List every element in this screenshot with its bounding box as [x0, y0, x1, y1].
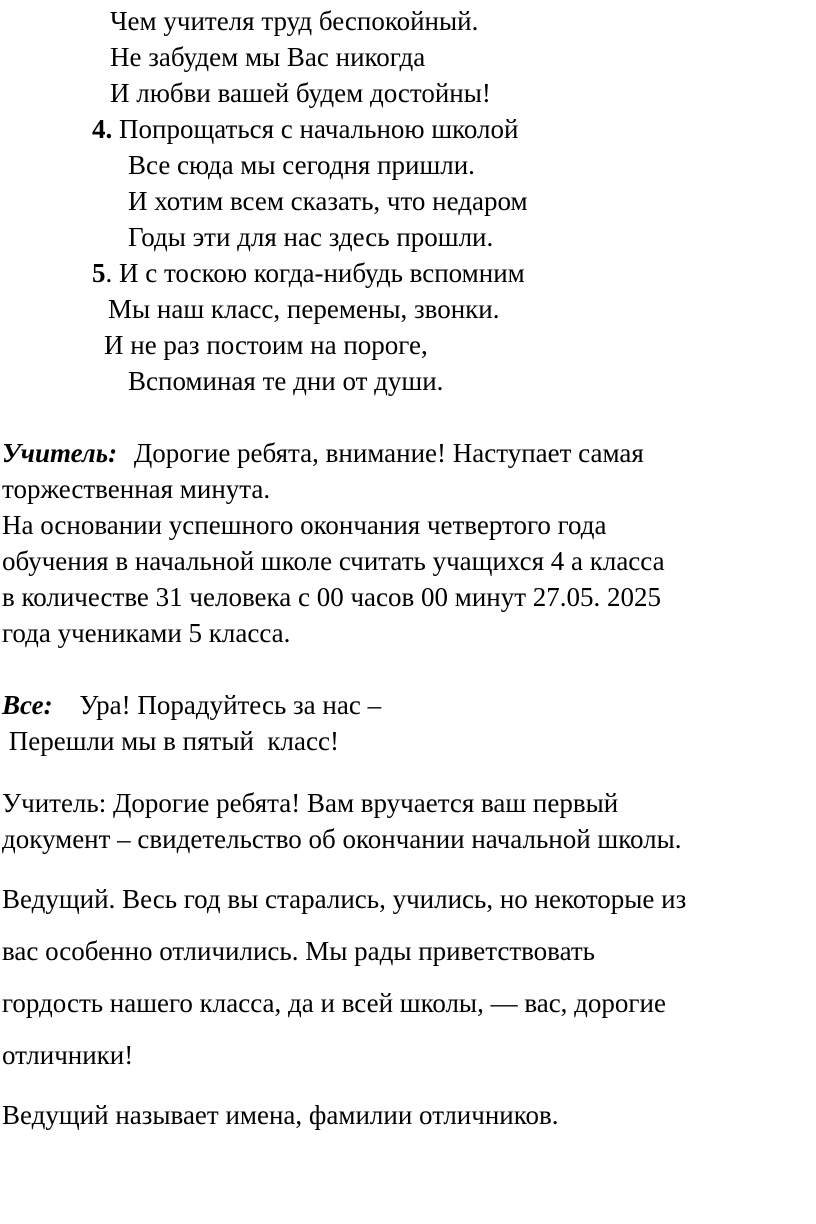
poem-line: И хотим всем сказать, что недаром [128, 186, 528, 216]
poem-line: И любви вашей будем достойны! [110, 78, 491, 108]
poem-line: Не забудем мы Вас никогда [110, 42, 426, 72]
poem-line: Мы наш класс, перемены, звонки. [108, 294, 500, 324]
poem-line: И не раз постоим на пороге, [104, 330, 428, 360]
host-honors-line: Ведущий. Весь год вы старались, учились, но некоторые из [2, 884, 687, 914]
poem-line: Все сюда мы сегодня пришли. [128, 150, 475, 180]
poem-line [92, 116, 518, 143]
poem-line: Чем учителя труд беспокойный. [110, 6, 479, 36]
poem-line [92, 260, 525, 287]
all-reply-line: Перешли мы в пятый класс! [2, 726, 339, 756]
teacher-certificate-line: документ – свидетельство об окончании начальной школы. [2, 824, 682, 854]
stanza-number: 5 [92, 258, 106, 288]
host-honors-line: отличники! [2, 1040, 134, 1070]
stanza-number: 4. [92, 114, 113, 144]
teacher-announcement-line: На основании успешного окончания четвертого года [2, 510, 607, 540]
speaker-label: Учитель: [2, 438, 118, 468]
host-honors-line: гордость нашего класса, да и всей школы, — вас, дорогие [2, 988, 666, 1018]
teacher-announcement-line: торжественная минута. [2, 474, 271, 504]
speech-text: Ура! Порадуйтесь за нас – [79, 690, 382, 720]
teacher-certificate-line: Учитель: Дорогие ребята! Вам вручается ваш первый [2, 788, 619, 818]
poem-line: Годы эти для нас здесь прошли. [128, 222, 494, 252]
teacher-announcement-line: обучения в начальной школе считать учащихся 4 а класса [2, 546, 665, 576]
host-names-line: Ведущий называет имена, фамилии отличников. [2, 1100, 559, 1130]
teacher-announcement-line [2, 440, 644, 467]
teacher-announcement-line: в количестве 31 человека с 00 часов 00 минут 27.05. 2025 [2, 582, 662, 612]
poem-line: Вспоминая те дни от души. [128, 366, 444, 396]
teacher-announcement-line: года учениками 5 класса. [2, 618, 291, 648]
speech-text: Дорогие ребята, внимание! Наступает самая [133, 438, 644, 468]
poem-line-text: Попрощаться с начальною школой [119, 114, 519, 144]
speaker-label: Все: [2, 690, 53, 720]
poem-line-text: . И с тоскою когда-нибудь вспомним [105, 258, 525, 288]
all-reply-line [2, 692, 381, 719]
host-honors-line: вас особенно отличились. Мы рады приветствовать [2, 936, 595, 966]
